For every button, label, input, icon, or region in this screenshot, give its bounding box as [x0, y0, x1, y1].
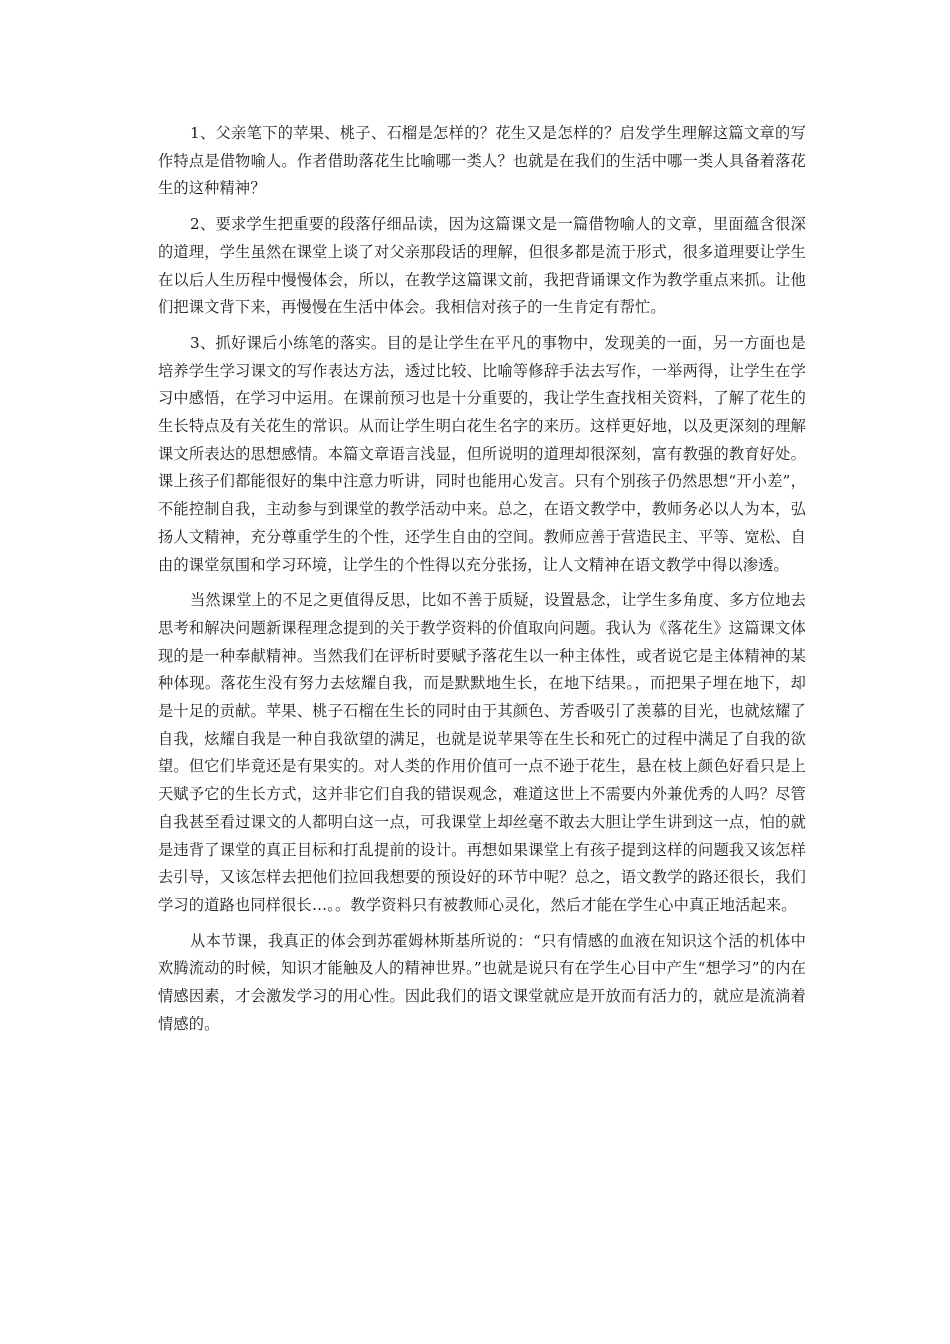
paragraph-5: 从本节课，我真正的体会到苏霍姆林斯基所说的：“只有情感的血液在知识这个活的机体中欢腾流动的时候，知识才能触及人的精神世界。”也就是说只有在学生心目中产生“想学习”的内在情感因素，才会激发学习的用心性。因此我们的语文课堂就应是开放而有活力的，就应是流淌着情感的。 [158, 931, 806, 1033]
paragraph-4: 当然课堂上的不足之更值得反思，比如不善于质疑，设置悬念，让学生多角度、多方位地去思考和解决问题新课程理念提到的关于教学资料的价值取向问题。我认为《落花生》这篇课文体现的是一种奉献精神。当然我们在评析时要赋予落花生以一种主体性，或者说它是主体精神的某种体现。落花生没有努力去炫耀自我，而是默默地生长，在地下结果。，而把果子埋在地下，却是十足的贡献。苹果、桃子石榴在生长的同时由于其颜色、芳香吸引了羡慕的目光，也就炫耀了自我，炫耀自我是一种自我欲望的满足，也就是说苹果等在生长和死亡的过程中满足了自我的欲望。但它们毕竟还是有果实的。对人类的作用价值可一点不逊于花生，悬在枝上颜色好看只是上天赋予它的生长方式，这并非它们自我的错误观念，难道这世上不需要内外兼优秀的人吗？尽管自我甚至看过课文的人都明白这一点，可我课堂上却丝毫不敢去大胆让学生讲到这一点，怕的就是违背了课堂的真正目标和打乱提前的设计。再想如果课堂上有孩子提到这样的问题我又该怎样去引导，又该怎样去把他们拉回我想要的预设好的环节中呢？总之，语文教学的路还很长，我们学习的道路也同样很长…。。教学资料只有被教师心灵化，然后才能在学生心中真正地活起来。 [158, 591, 806, 914]
paragraph-2: 2、要求学生把重要的段落仔细品读，因为这篇课文是一篇借物喻人的文章，里面蕴含很深的道理，学生虽然在课堂上谈了对父亲那段话的理解，但很多都是流于形式，很多道理要让学生在以后人生历程中慢慢体会，所以，在教学这篇课文前，我把背诵课文作为教学重点来抓。让他们把课文背下来，再慢慢在生活中体会。我相信对孩子的一生肯定有帮忙。 [158, 215, 806, 317]
paragraph-3: 3、抓好课后小练笔的落实。目的是让学生在平凡的事物中，发现美的一面，另一方面也是培养学生学习课文的写作表达方法，透过比较、比喻等修辞手法去写作，一举两得，让学生在学习中感悟，在学习中运用。在课前预习也是十分重要的，我让学生查找相关资料，了解了花生的生长特点及有关花生的常识。从而让学生明白花生名字的来历。这样更好地，以及更深刻的理解课文所表达的思想感情。本篇文章语言浅显，但所说明的道理却很深刻，富有教强的教育好处。课上孩子们都能很好的集中注意力听讲，同时也能用心发言。只有个别孩子仍然思想“开小差”，不能控制自我，主动参与到课堂的教学活动中来。总之，在语文教学中，教师务必以人为本，弘扬人文精神，充分尊重学生的个性，还学生自由的空间。教师应善于营造民主、平等、宽松、自由的课堂氛围和学习环境，让学生的个性得以充分张扬，让人文精神在语文教学中得以渗透。 [158, 333, 806, 574]
paragraph-1: 1、父亲笔下的苹果、桃子、石榴是怎样的？花生又是怎样的？启发学生理解这篇文章的写作特点是借物喻人。作者借助落花生比喻哪一类人？也就是在我们的生活中哪一类人具备着落花生的这种精神？ [158, 124, 806, 198]
document-body [158, 120, 806, 1047]
